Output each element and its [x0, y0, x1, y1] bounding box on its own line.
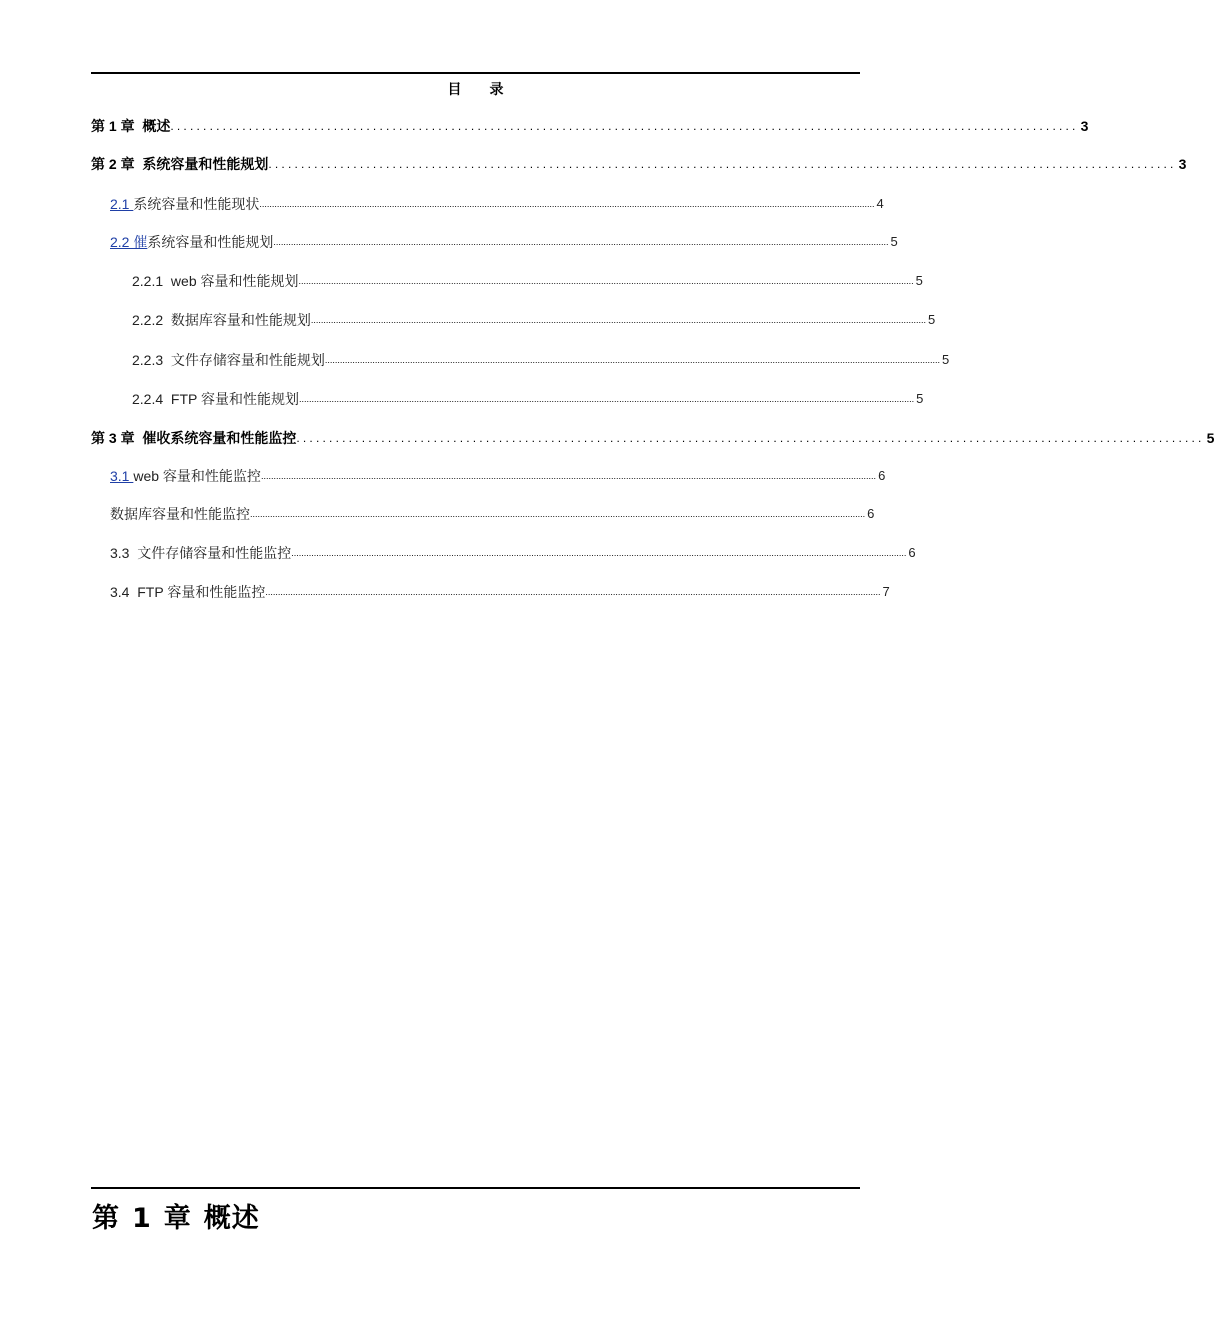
toc-entry-link[interactable]: 3.1 [110, 468, 134, 484]
toc-entry-3-4[interactable] [110, 582, 890, 602]
toc-entry-page: 3 [1178, 156, 1187, 172]
toc-entry-3-2[interactable] [110, 504, 875, 524]
toc-entry-page: 3 [1080, 118, 1089, 134]
toc-entry-text: FTP 容量和性能规划 [170, 391, 299, 407]
toc-entry-3-3[interactable] [110, 543, 916, 563]
toc-entry-number: 2.2.2 [132, 312, 164, 328]
toc-entry-2-2-3[interactable] [132, 350, 950, 370]
toc-entry-text: 催收系统容量和性能监控 [142, 430, 297, 446]
toc-entry-text: web 容量和性能规划 [170, 273, 299, 289]
toc-entry-link[interactable]: 2.2 催 [110, 234, 148, 250]
toc-leader-dots: ...................................................................................................................................................................................................................................................... [265, 587, 881, 597]
toc-entry-page: 5 [1206, 430, 1214, 446]
toc-entry-label [110, 194, 259, 214]
toc-entry-label [110, 582, 265, 602]
toc-entry-2-1[interactable] [110, 194, 884, 214]
toc-entry-text: 系统容量和性能规划 [147, 234, 274, 250]
toc-entry-text: 数据库容量和性能规划 [170, 312, 311, 328]
chapter-rule [91, 1187, 860, 1189]
chapter-heading-suffix: 章 [163, 1203, 192, 1234]
toc-entry-label [132, 389, 299, 409]
toc-leader-dots: ........................................................................................................................................... [296, 431, 1205, 445]
toc-leader-dots: ...................................................................................................................................................................................................................................................... [298, 276, 914, 286]
toc-entry-label [110, 232, 273, 252]
toc-leader-dots: ...................................................................................................................................................................................................................................................... [324, 355, 941, 365]
toc-entry-text: 系统容量和性能现状 [133, 196, 260, 212]
toc-entry-chapter-2[interactable] [91, 154, 1187, 174]
toc-entry-text: 文件存储容量和性能规划 [170, 352, 325, 368]
toc-entry-2-2-2[interactable] [132, 310, 936, 330]
toc-entry-chapter-1[interactable] [91, 116, 1089, 136]
toc-entry-page: 5 [916, 391, 924, 406]
toc-leader-dots: ........................................................................................................................................... [170, 119, 1079, 133]
toc-title [91, 79, 860, 99]
toc-entry-text: 文件存储容量和性能监控 [137, 545, 292, 561]
toc-entry-number: 第 1 章 [91, 118, 135, 134]
toc-entry-text: 系统容量和性能规划 [142, 156, 269, 172]
toc-entry-number: 2.2.1 [132, 273, 164, 289]
toc-entry-text: web 容量和性能监控 [133, 468, 261, 484]
toc-entry-label [91, 154, 268, 174]
toc-entry-label [91, 428, 296, 448]
toc-entry-label [91, 116, 170, 136]
toc-leader-dots: ...................................................................................................................................................................................................................................................... [291, 548, 907, 558]
toc-leader-dots: ...................................................................................................................................................................................................................................................... [273, 237, 889, 247]
toc-entry-label [132, 350, 325, 370]
toc-entry-text: FTP 容量和性能监控 [137, 584, 266, 600]
top-rule [91, 72, 860, 74]
chapter-heading-prefix: 第 [92, 1203, 120, 1234]
toc-entry-link[interactable]: 2.1 [110, 196, 134, 212]
toc-entry-number: 3.4 [110, 584, 130, 600]
toc-entry-label [132, 310, 311, 330]
toc-entry-label [110, 466, 261, 486]
toc-entry-chapter-3[interactable] [91, 428, 1214, 448]
toc-leader-dots: ...................................................................................................................................................................................................................................................... [299, 394, 915, 404]
toc-title-char-2: 录 [489, 81, 504, 97]
toc-leader-dots: ...................................................................................................................................................................................................................................................... [310, 315, 927, 325]
toc-leader-dots: ...................................................................................................................................................................................................................................................... [259, 199, 875, 209]
toc-entry-3-1[interactable] [110, 466, 886, 486]
toc-entry-page: 5 [928, 312, 936, 327]
toc-leader-dots: ...................................................................................................................................................................................................................................................... [260, 471, 877, 481]
toc-entry-number: 3.3 [110, 545, 130, 561]
toc-entry-number: 第 2 章 [91, 156, 135, 172]
toc-leader-dots: ........................................................................................................................................... [268, 157, 1177, 171]
toc-entry-2-2[interactable] [110, 232, 898, 252]
toc-entry-text: 概述 [142, 118, 171, 134]
toc-entry-page: 6 [908, 545, 916, 560]
toc-entry-text: 数据库容量和性能监控 [110, 506, 250, 522]
toc-entry-page: 6 [867, 506, 875, 521]
toc-entry-2-2-4[interactable] [132, 389, 924, 409]
toc-entry-page: 5 [890, 234, 898, 249]
toc-entry-page: 5 [915, 273, 923, 288]
toc-entry-2-2-1[interactable] [132, 271, 923, 291]
toc-entry-label [110, 543, 291, 563]
toc-title-char-1: 目 [447, 81, 462, 97]
toc-entry-page: 5 [942, 352, 950, 367]
toc-entry-page: 6 [878, 468, 886, 483]
chapter-heading [92, 1196, 272, 1235]
toc-entry-label [110, 504, 250, 524]
chapter-heading-number: 1 [132, 1203, 152, 1234]
toc-entry-label [132, 271, 299, 291]
toc-entry-page: 4 [876, 196, 884, 211]
toc-entry-page: 7 [882, 584, 890, 599]
chapter-heading-title: 概述 [203, 1203, 260, 1234]
toc-leader-dots: ...................................................................................................................................................................................................................................................... [250, 509, 866, 519]
toc-entry-number: 2.2.3 [132, 352, 164, 368]
toc-entry-number: 第 3 章 [91, 430, 135, 446]
toc-entry-number: 2.2.4 [132, 391, 164, 407]
